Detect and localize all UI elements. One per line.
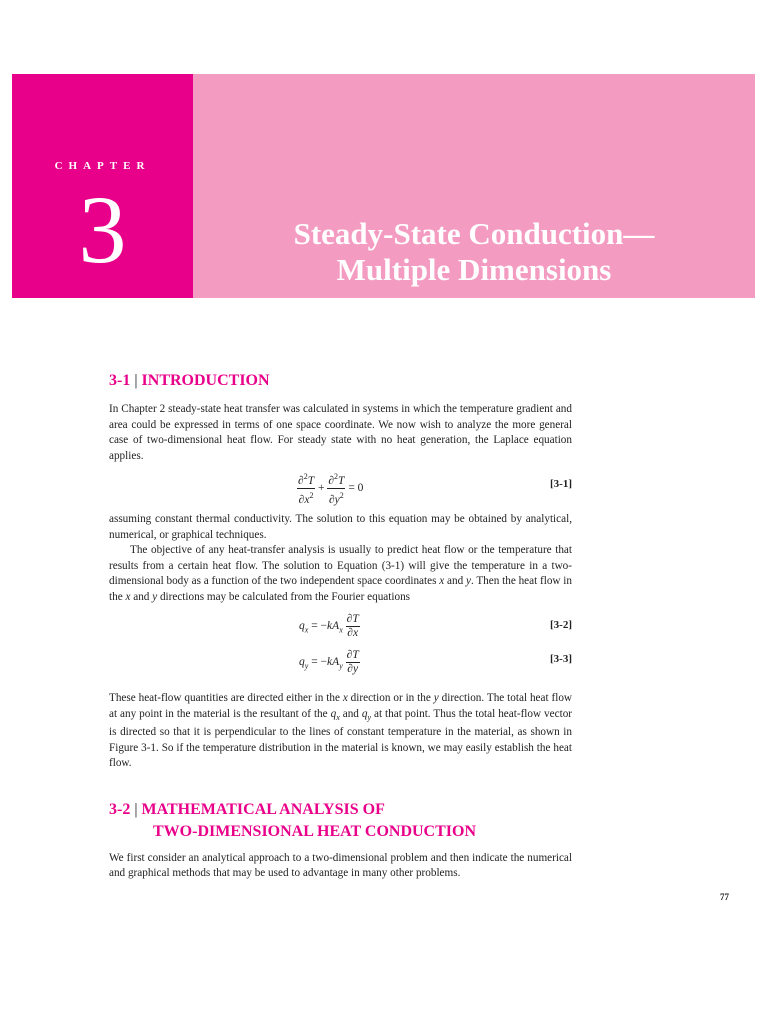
equation-number: [3-3] xyxy=(550,653,572,665)
section-number: 3-1 xyxy=(109,372,131,389)
paragraph-objective: The objective of any heat-transfer analysis is usually to predict heat flow or the temperature that results from a certain heat flow. The solution to Equation (3-1) will give the temperature in a two-dimensional body as a function of the two independent space coordinates x and y. Then the heat flow in the x and y directions may be calculated from the Fourier equations xyxy=(109,544,573,603)
page-number: 77 xyxy=(720,892,729,902)
equation-3-2 xyxy=(109,611,572,645)
page-body xyxy=(109,370,572,882)
section-title-line2: TWO-DIMENSIONAL HEAT CONDUCTION xyxy=(153,822,477,840)
section-title: INTRODUCTION xyxy=(141,372,270,389)
equation-number: [3-2] xyxy=(550,619,572,631)
section-heading-3-1: 3-1 | INTRODUCTION xyxy=(109,372,270,389)
fourier-equation-y: $q_y = -kA_y$ $\frac{\partial T}{\partial y}$ xyxy=(299,649,359,675)
paragraph-analytical: We first consider an analytical approach to a two-dimensional problem and then indicate the numerical and graphical methods that may be used to advantage in many other problems. xyxy=(109,851,572,880)
laplace-equation: $\frac{\partial^2T}{\partial x^2}$ + $\frac{\partial^2T}{\partial y^2}$ = 0 xyxy=(298,472,364,506)
fourier-equation-x: $q_x = -kA_x$ $\frac{\partial T}{\partial x}$ xyxy=(299,613,359,639)
paragraph-intro: In Chapter 2 steady-state heat transfer was calculated in systems in which the temperature gradient and area could be expressed in terms of one space coordinate. We now wish to analyze the more general case of two-dimensional heat flow. For steady state with no heat generation, the Laplace equation applies. xyxy=(109,403,572,462)
paragraph-heat-flow: These heat-flow quantities are directed either in the x direction or in the y direction. The total heat flow at any point in the material is the resultant of the $q_x$ and $q_y$ at that point. Thus the total heat-flow vector is directed so that it is perpendicular to the lines of constant temperature in the material, as shown in Figure 3-1. So if the temperature distribution in the material is known, we may easily establish the heat flow. xyxy=(109,692,573,770)
equation-3-1 xyxy=(109,470,572,504)
section-heading-3-2: 3-2 | MATHEMATICAL ANALYSIS OF TWO-DIMENSIONAL HEAT CONDUCTION xyxy=(109,799,572,843)
chapter-number: 3 xyxy=(78,176,127,283)
chapter-banner xyxy=(12,74,755,298)
chapter-label: CHAPTER xyxy=(54,160,151,172)
equation-number: [3-1] xyxy=(550,478,572,490)
section-number: 3-2 xyxy=(109,800,131,818)
chapter-title xyxy=(193,216,755,288)
chapter-number-block xyxy=(12,74,193,298)
chapter-title-line1: Steady-State Conduction— xyxy=(293,216,655,251)
paragraph-assumption: assuming constant thermal conductivity. The solution to this equation may be obtained by analytical, numerical, or graphical techniques. xyxy=(109,513,572,541)
section-title-line1: MATHEMATICAL ANALYSIS OF xyxy=(141,800,385,818)
chapter-title-line2: Multiple Dimensions xyxy=(336,252,612,287)
equation-3-3 xyxy=(109,647,572,681)
